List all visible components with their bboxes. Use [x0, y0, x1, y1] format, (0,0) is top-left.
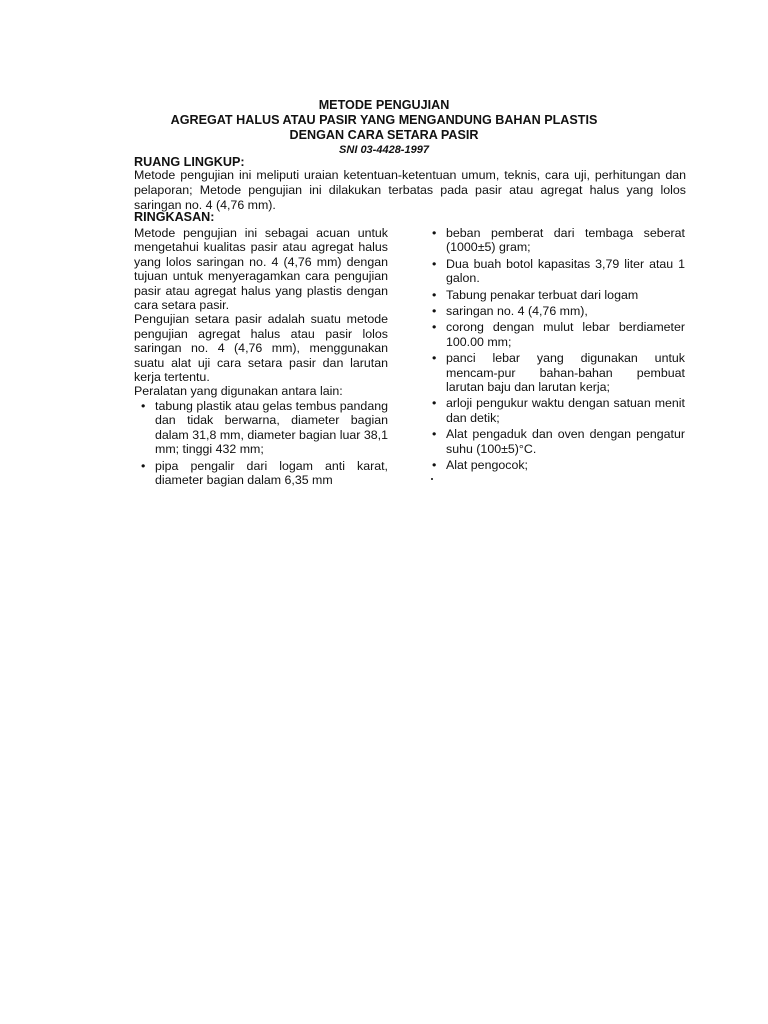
left-column [134, 226, 388, 489]
bullet-icon: • [141, 398, 146, 413]
bullet-icon: • [432, 320, 437, 335]
list-item: • panci lebar yang digunakan untuk mencam-pur bahan-bahan pembuat larutan baju dan larutan kerja; [432, 351, 685, 395]
title-line-2: AGREGAT HALUS ATAU PASIR YANG MENGANDUNG BAHAN PLASTIS [170, 113, 598, 127]
stray-mark [431, 478, 433, 480]
bullet-icon: • [432, 256, 437, 271]
heading-ruang-lingkup: RUANG LINGKUP: [134, 155, 245, 169]
standard-code: SNI 03-4428-1997 [339, 144, 429, 156]
list-item: • beban pemberat dari tembaga seberat (1000±5) gram; [432, 226, 685, 255]
bullet-icon: • [141, 458, 146, 473]
list-item: • Alat pengocok; [432, 458, 528, 473]
bullet-icon: • [432, 351, 437, 366]
equipment-list-left [134, 399, 388, 487]
list-item: • tabung plastik atau gelas tembus pandang dan tidak berwarna, diameter bagian dalam 31,8 mm, diameter bagian luar 38,1 mm; tinggi 432 mm; [141, 398, 388, 457]
list-item: • saringan no. 4 (4,76 mm), [432, 304, 588, 319]
paragraph-ruang-lingkup: Metode pengujian ini meliputi uraian ketentuan-ketentuan umum, teknis, cara uji, perhitungan dan pelaporan; Metode pengujian ini dilakukan terbatas pada pasir atau agregat halus yang lolos saringan no. 4 (4,76 mm). [134, 168, 686, 212]
bullet-icon: • [432, 304, 437, 319]
list-item: • Alat pengaduk dan oven dengan pengatur suhu (100±5)°C. [432, 427, 685, 456]
ringkasan-paragraph-1: Metode pengujian ini sebagai acuan untuk mengetahui kualitas pasir atau agregat halus yang lolos saringan no. 4 (4,76 mm) dengan tujuan untuk menyeragamkan cara pengujian pasir atau agregat halus yang plastis dengan cara setara pasir. [134, 226, 388, 313]
title-line-3: DENGAN CARA SETARA PASIR [289, 128, 479, 142]
ringkasan-paragraph-3: Peralatan yang digunakan antara lain: [134, 384, 343, 399]
list-item: • Tabung penakar terbuat dari logam [432, 287, 639, 302]
list-item: • corong dengan mulut lebar berdiameter 100.00 mm; [432, 320, 685, 349]
ringkasan-paragraph-2: Pengujian setara pasir adalah suatu metode pengujian agregat halus atau pasir lolos saringan no. 4 (4,76 mm), menggunakan suatu alat uji cara setara pasir dan larutan kerja tertentu. [134, 312, 388, 385]
bullet-icon: • [432, 458, 437, 473]
document-header [0, 98, 768, 157]
heading-ringkasan: RINGKASAN: [134, 210, 215, 224]
list-item: • pipa pengalir dari logam anti karat, diameter bagian dalam 6,35 mm [141, 458, 388, 487]
bullet-icon: • [432, 396, 437, 411]
list-item: • Dua buah botol kapasitas 3,79 liter atau 1 galon. [432, 256, 685, 286]
bullet-icon: • [432, 287, 437, 302]
list-item: • arloji pengukur waktu dengan satuan menit dan detik; [432, 396, 685, 425]
bullet-icon: • [432, 226, 437, 240]
right-column [431, 226, 685, 475]
bullet-icon: • [432, 427, 437, 442]
equipment-list-right [431, 226, 685, 473]
title-line-1: METODE PENGUJIAN [318, 98, 450, 112]
